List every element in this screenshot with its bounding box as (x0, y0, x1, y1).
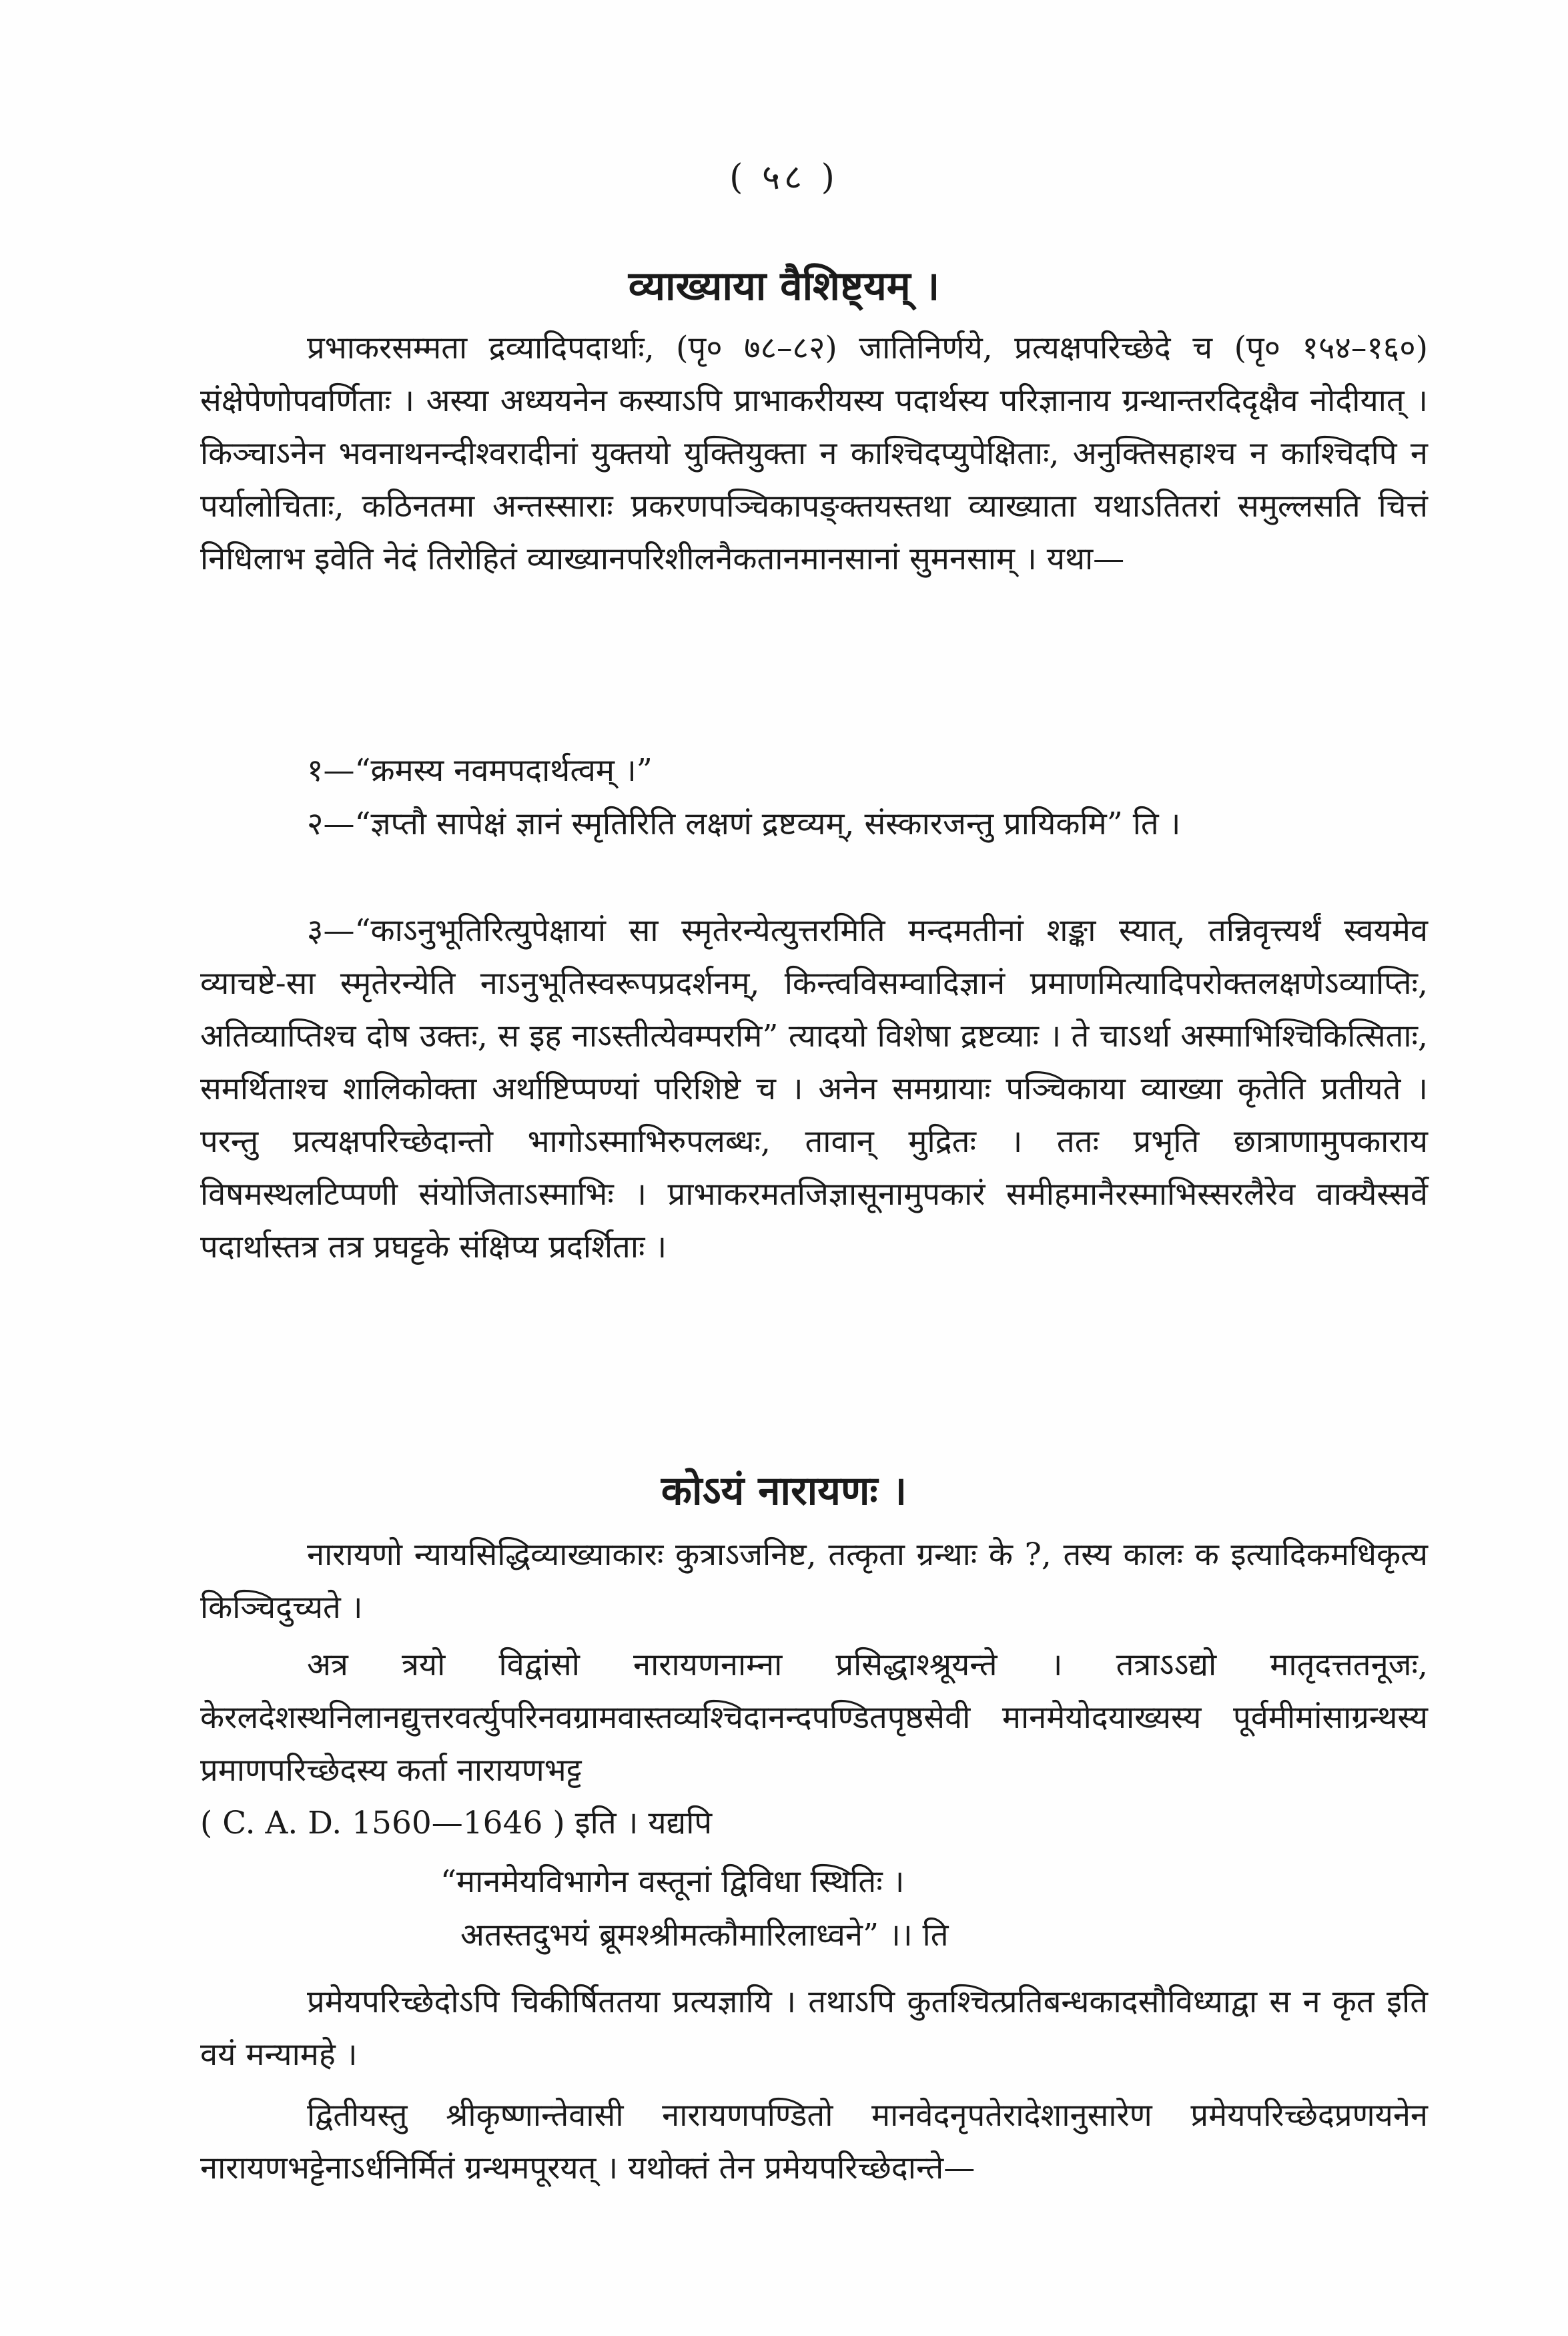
paragraph-second-narayana: द्वितीयस्तु श्रीकृष्णान्तेवासी नारायणपण्डितो मानवेदनृपतेरादेशानुसारेण प्रमेयपरिच्छेदप्रणयनेन नारायणभट्टेनाऽर्धनिर्मितं ग्रन्थमपूरयत् । यथोक्तं तेन प्रमेयपरिच्छेदान्ते— (200, 2097, 1428, 2186)
paragraph-prameya: प्रमेयपरिच्छेदोऽपि चिकीर्षिततया प्रत्यज्ञायि । तथाऽपि कुतश्चित्प्रतिबन्धकादसौविध्याद्वा स न कृत इति वयं मन्यामहे । (200, 1984, 1428, 2073)
example-item-2: २—“ज्ञप्तौ सापेक्षं ज्ञानं स्मृतिरिति लक्षणं द्रष्टव्यम्, संस्कारजन्तु प्रायिकमि” ति । (307, 806, 1181, 842)
verse-line-2: अतस्तदुभयं ब्रूमश्श्रीमत्कौमारिलाध्वने” ।। ति (460, 1917, 949, 1954)
example-item-1: १—“क्रमस्य नवमपदार्थत्वम् ।” (307, 752, 653, 789)
paragraph-date-line: ( C. A. D. 1560—1646 ) इति । यद्यपि (200, 1805, 713, 1841)
example-item-3: ३—“काऽनुभूतिरित्युपेक्षायां सा स्मृतेरन्येत्युत्तरमिति मन्दमतीनां शङ्का स्यात्, तन्निवृत्त्यर्थं स्वयमेव व्याचष्टे-सा स्मृतेरन्येति नाऽनुभूतिस्वरूपप्रदर्शनम्, किन्त्वविसम्वादिज्ञानं प्रमाणमित्यादिपरोक्तलक्षणेऽव्याप्तिः, अतिव्याप्तिश्च दोष उक्तः, स इह नाऽस्तीत्येवम्परमि” त्यादयो विशेषा द्रष्टव्याः । ते चाऽर्था अस्माभिश्चिकित्सिताः, समर्थिताश्च शालिकोक्ता अर्थाष्टिप्पण्यां परिशिष्टे च । अनेन समग्रायाः पञ्चिकाया व्याख्या कृतेति प्रतीयते । परन्तु प्रत्यक्षपरिच्छेदान्तो भागोऽस्माभिरुपलब्धः, तावान् मुद्रितः । ततः प्रभृति छात्राणामुपकाराय विषमस्थलटिप्पणी संयोजिताऽस्माभिः । प्राभाकरमतजिज्ञासूनामुपकारं समीहमानैरस्माभिस्सरलैरेव वाक्यैस्सर्वे पदार्थास्तत्र तत्र प्रघट्टके संक्षिप्य प्रदर्शिताः । (200, 912, 1428, 1265)
page-number: ( ५८ ) (729, 158, 839, 198)
paragraph-three-scholars: अत्र त्रयो विद्वांसो नारायणनाम्ना प्रसिद्धाश्श्रूयन्ते । तत्राऽऽद्यो मातृदत्ततनूजः, केरलदेशस्थनिलानद्युत्तरवर्त्युपरिनवग्रामवास्तव्यश्चिदानन्दपण्डितपृष्ठसेवी मानमेयोदयाख्यस्य पूर्वमीमांसाग्रन्थस्य प्रमाणपरिच्छेदस्य कर्ता नारायणभट्ट (200, 1647, 1428, 1789)
paragraph-intro: प्रभाकरसम्मता द्रव्यादिपदार्थाः, (पृ० ७८–८२) जातिनिर्णये, प्रत्यक्षपरिच्छेदे च (पृ० १५४–१६०) संक्षेपेणोपवर्णिताः । अस्या अध्ययनेन कस्याऽपि प्राभाकरीयस्य पदार्थस्य परिज्ञानाय ग्रन्थान्तरदिदृक्षैव नोदीयात् । किञ्चाऽनेन भवनाथनन्दीश्वरादीनां युक्तयो युक्तियुक्ता न काश्चिदप्युपेक्षिताः, अनुक्तिसहाश्च न काश्चिदपि न पर्यालोचिताः, कठिनतमा अन्तस्साराः प्रकरणपञ्चिकापङ्क्तयस्तथा व्याख्याता यथाऽतितरां समुल्लसति चित्तं निधिलाभ इवेति नेदं तिरोहितं व्याख्यानपरिशीलनैकतानमानसानां सुमनसाम् । यथा— (200, 330, 1428, 577)
section-heading-vaishishtyam: व्याख्याया वैशिष्ट्यम् । (628, 263, 940, 310)
paragraph-narayana-intro: नारायणो न्यायसिद्धिव्याख्याकारः कुत्राऽजनिष्ट, तत्कृता ग्रन्थाः के ?, तस्य कालः क इत्यादिकमधिकृत्य किञ्चिदुच्यते । (200, 1536, 1428, 1626)
verse-line-1: “मानमेयविभागेन वस्तूनां द्विविधा स्थितिः । (440, 1863, 905, 1900)
section-heading-narayana: कोऽयं नारायणः । (661, 1468, 907, 1514)
